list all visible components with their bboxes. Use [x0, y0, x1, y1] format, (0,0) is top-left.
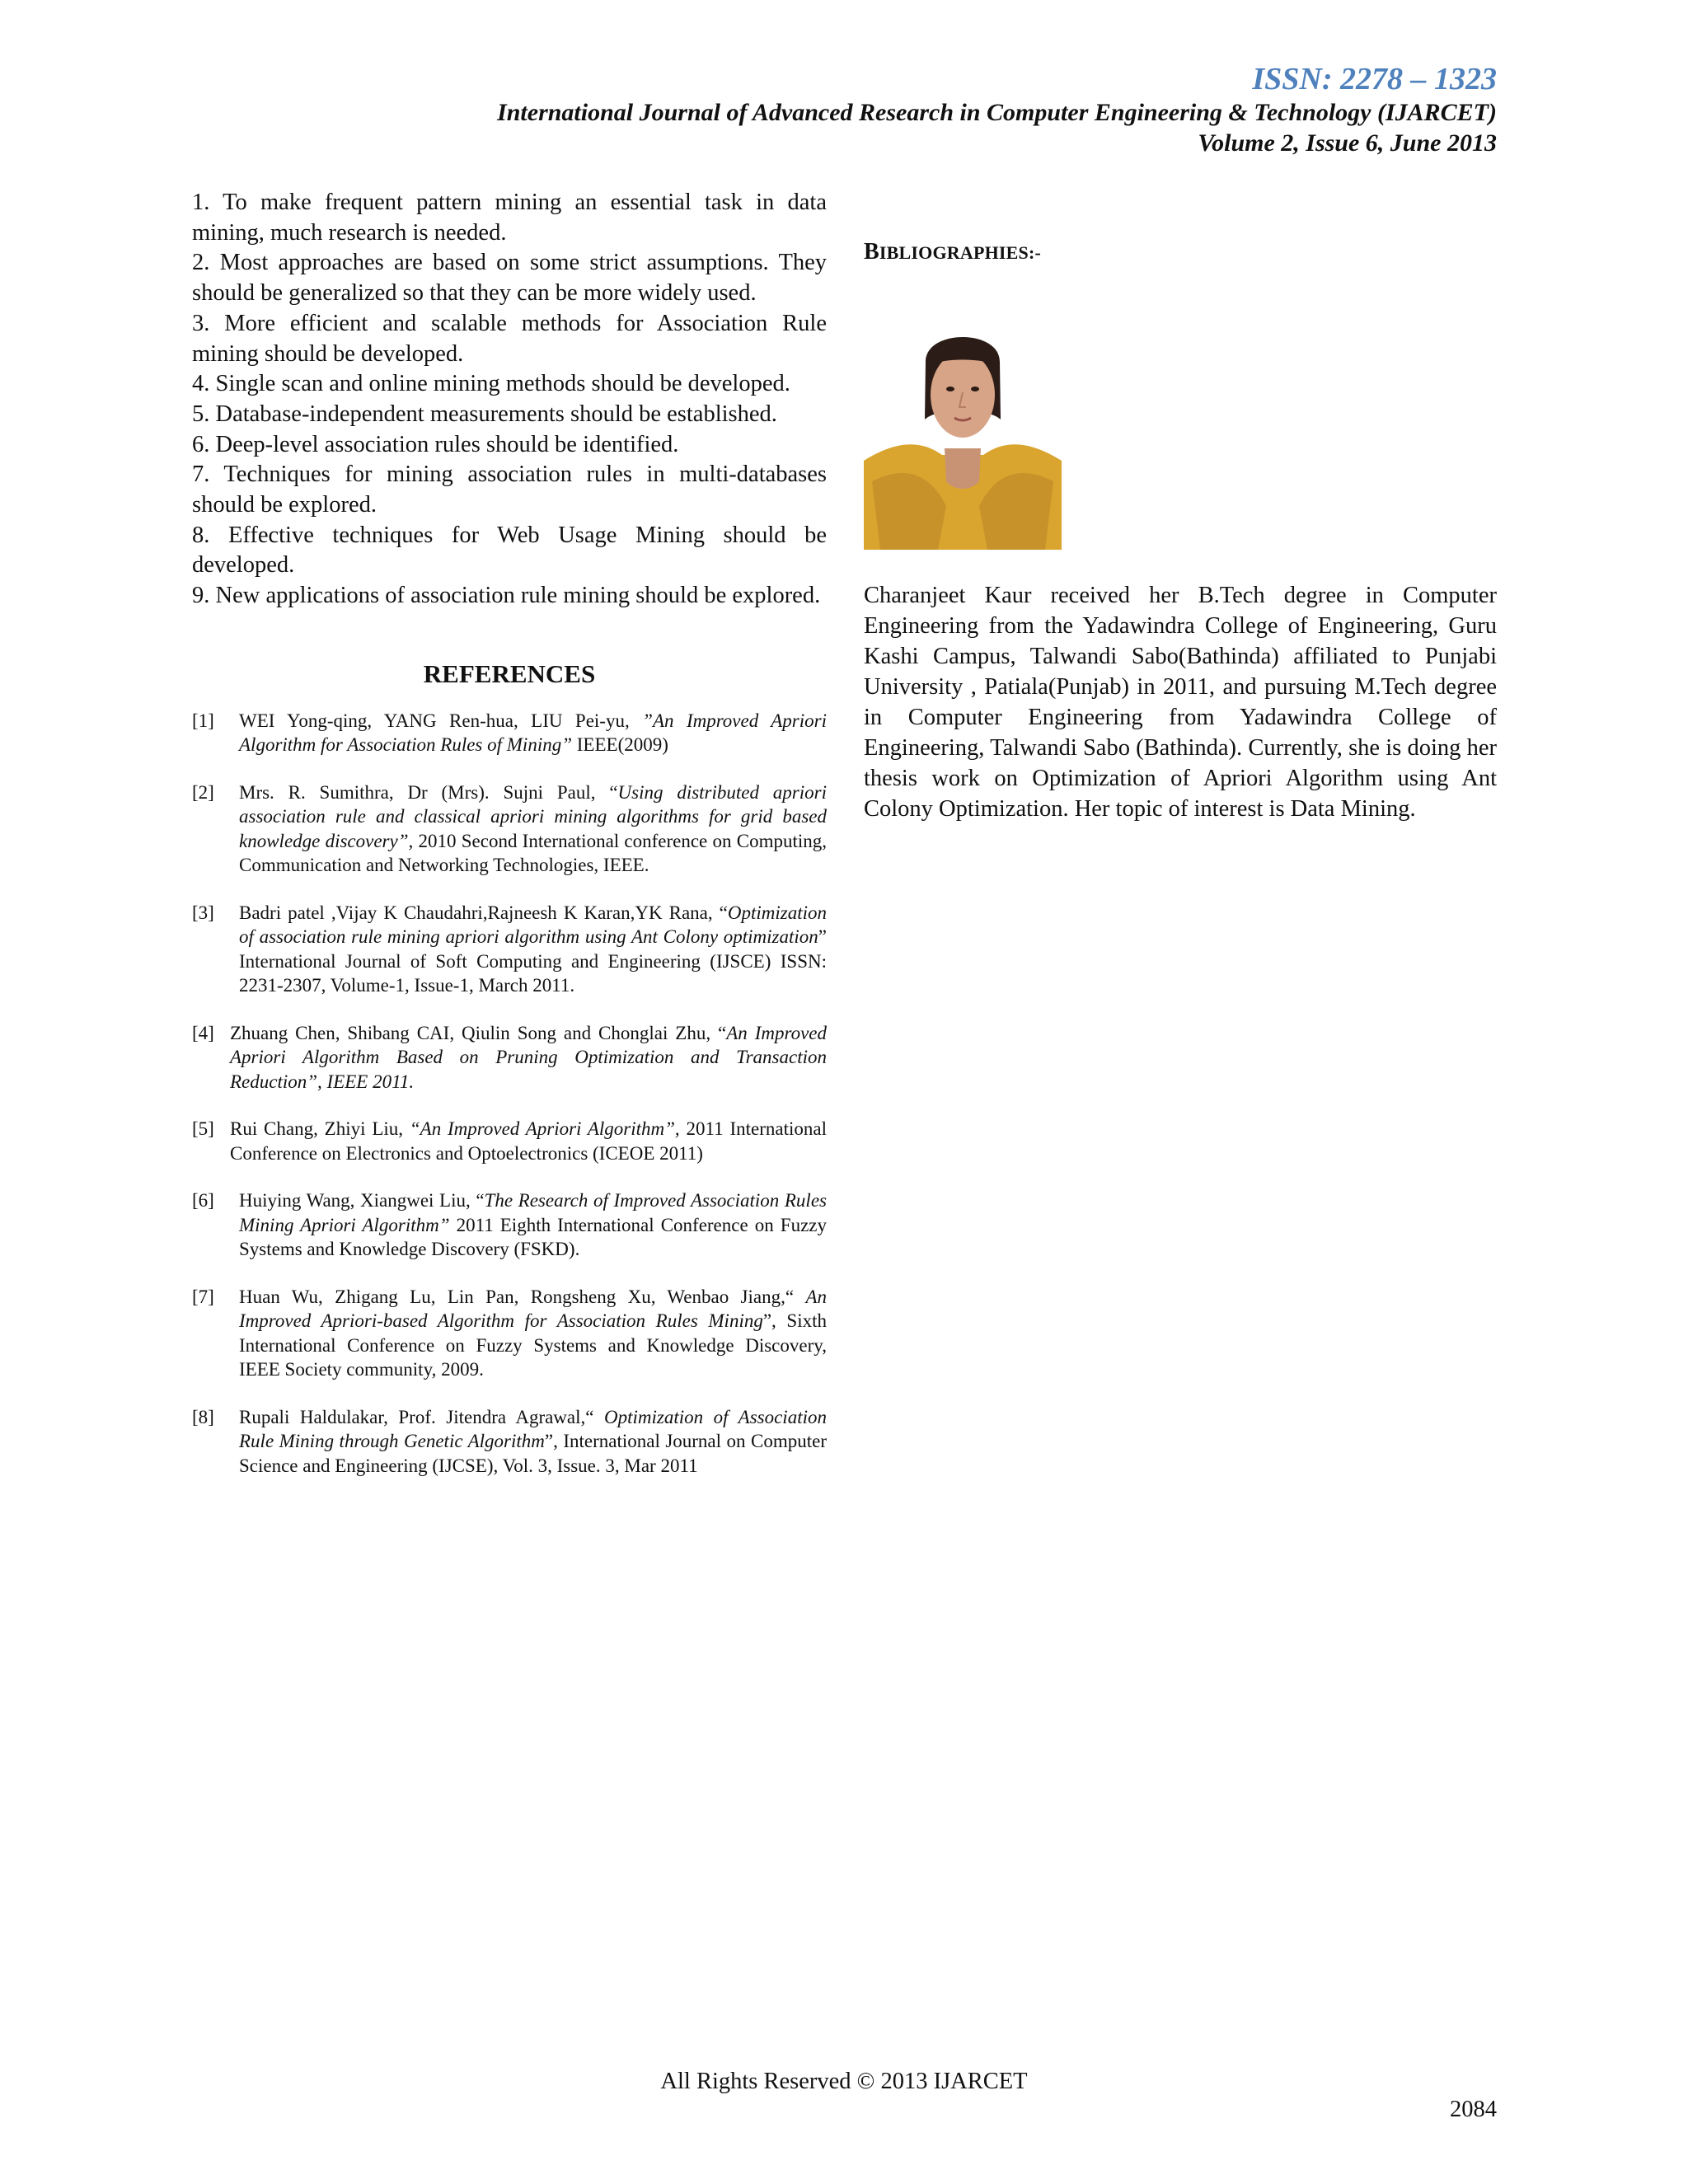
reference-title: Using distributed apriori association rule and classical apriori mining algorithms for grid based knowledge discovery”,: [239, 781, 827, 851]
reference-item: [192, 709, 827, 757]
reference-authors: Badri patel ,Vijay K Chaudahri,Rajneesh K Karan,YK Rana, “: [239, 902, 728, 923]
reference-source: ”, Sixth International Conference on Fuzzy Systems and Knowledge Discovery, IEEE Society community, 2009.: [239, 1310, 828, 1380]
left-column: [192, 188, 827, 1501]
reference-title: An Improved Apriori Algorithm Based on Pruning Optimization and Transaction Reduction”, IEEE 2011.: [230, 1022, 827, 1092]
reference-item: [192, 1188, 827, 1262]
references-heading: REFERENCES: [423, 658, 596, 688]
reference-source: 2011 Eighth International Conference on Fuzzy Systems and Knowledge Discovery (FSKD).: [239, 1214, 827, 1260]
reference-title: “An Improved Apriori Algorithm”,: [409, 1118, 680, 1140]
reference-source: 2011 International Conference on Electronics and Optoelectronics (ICEOE 2011): [230, 1118, 827, 1164]
future-work-item: 6. Deep-level association rules should be identified.: [192, 431, 679, 457]
reference-title: Optimization of Association Rule Mining through Genetic Algorithm: [239, 1406, 827, 1452]
reference-number: [3]: [192, 902, 214, 923]
reference-source: ”, International Journal on Computer Science and Engineering (IJCSE), Vol. 3, Issue. 3, Mar 2011: [239, 1431, 827, 1476]
future-work-item: 4. Single scan and online mining methods should be developed.: [192, 371, 790, 397]
reference-source: IEEE(2009): [572, 734, 668, 756]
future-work-item: 2. Most approaches are based on some strict assumptions. They should be generalized so that they can be more widely used.: [192, 250, 827, 307]
reference-number: [8]: [192, 1406, 214, 1427]
future-work-list: [192, 188, 827, 612]
future-work-item: 8. Effective techniques for Web Usage Mining should be developed.: [192, 522, 827, 579]
bibliographies-heading: [864, 239, 1497, 265]
journal-name: International Journal of Advanced Research in Computer Engineering & Technology (IJARCET): [497, 99, 1497, 126]
reference-title: The Research of Improved Association Rules Mining Apriori Algorithm”: [239, 1190, 827, 1235]
reference-authors: Huan Wu, Zhigang Lu, Lin Pan, Rongsheng Xu, Wenbao Jiang,“: [239, 1286, 806, 1307]
reference-number: [2]: [192, 781, 214, 803]
reference-title: ”An Improved Apriori Algorithm for Association Rules of Mining”: [239, 710, 827, 756]
reference-source: 2010 Second International conference on Computing, Communication and Networking Technologies, IEEE.: [239, 830, 827, 876]
reference-authors: Zhuang Chen, Shibang CAI, Qiulin Song and Chonglai Zhu, “: [230, 1022, 727, 1043]
reference-authors: Rupali Haldulakar, Prof. Jitendra Agrawal,“: [239, 1406, 604, 1427]
footer-copyright: All Rights Reserved © 2013 IJARCET: [660, 2069, 1028, 2094]
reference-authors: Rui Chang, Zhiyi Liu,: [230, 1118, 410, 1140]
future-work-item: 7. Techniques for mining association rules in multi-databases should be explored.: [192, 462, 827, 518]
future-work-item: 1. To make frequent pattern mining an essential task in data mining, much research is needed.: [192, 190, 827, 246]
reference-item: [192, 1405, 827, 1479]
reference-authors: Huiying Wang, Xiangwei Liu, “: [239, 1190, 485, 1212]
reference-item: [192, 1117, 827, 1165]
reference-number: [6]: [192, 1190, 214, 1212]
references-list: [192, 709, 827, 1479]
reference-title: An Improved Apriori-based Algorithm for Association Rules Mining: [239, 1286, 827, 1332]
bibliographies-heading-rest: IBLIOGRAPHIES:-: [879, 242, 1042, 263]
reference-item: [192, 780, 827, 878]
page-number: 2084: [1450, 2097, 1497, 2122]
future-work-item: 5. Database-independent measurements should be established.: [192, 401, 777, 427]
future-work-item: 3. More efficient and scalable methods for Association Rule mining should be developed.: [192, 310, 827, 367]
reference-item: [192, 901, 827, 998]
right-column: [864, 188, 1497, 824]
reference-item: [192, 1021, 827, 1094]
journal-volume: Volume 2, Issue 6, June 2013: [1198, 129, 1497, 157]
reference-number: [5]: [192, 1118, 214, 1140]
author-biography: Charanjeet Kaur received her B.Tech degree in Computer Engineering from the Yadawindra College of Engineering, Guru Kashi Campus, Talwandi Sabo(Bathinda) affiliated to Punjabi University , Patiala(Punjab) in 2011, and pursuing M.Tech degree in Computer Engineering from Yadawindra College of Engineering, Talwandi Sabo (Bathinda). Currently, she is doing her thesis work on Optimization of Apriori Algorithm using Ant Colony Optimization. Her topic of interest is Data Mining.: [864, 583, 1497, 822]
reference-title: Optimization of association rule mining apriori algorithm using Ant Colony optimization: [239, 902, 827, 948]
reference-authors: Mrs. R. Sumithra, Dr (Mrs). Sujni Paul, “: [239, 781, 618, 803]
author-photo: [864, 316, 1062, 550]
reference-number: [1]: [192, 710, 214, 731]
future-work-item: 9. New applications of association rule mining should be explored.: [192, 583, 821, 609]
bibliographies-heading-initial: B: [864, 239, 879, 265]
journal-issn: ISSN: 2278 – 1323: [1252, 62, 1497, 96]
reference-item: [192, 1285, 827, 1382]
reference-number: [7]: [192, 1286, 214, 1307]
reference-number: [4]: [192, 1022, 214, 1043]
reference-source: ” International Journal of Soft Computing and Engineering (IJSCE) ISSN: 2231-2307, Volume-1, Issue-1, March 2011.: [239, 926, 827, 996]
reference-authors: WEI Yong-qing, YANG Ren-hua, LIU Pei-yu,: [239, 710, 643, 731]
